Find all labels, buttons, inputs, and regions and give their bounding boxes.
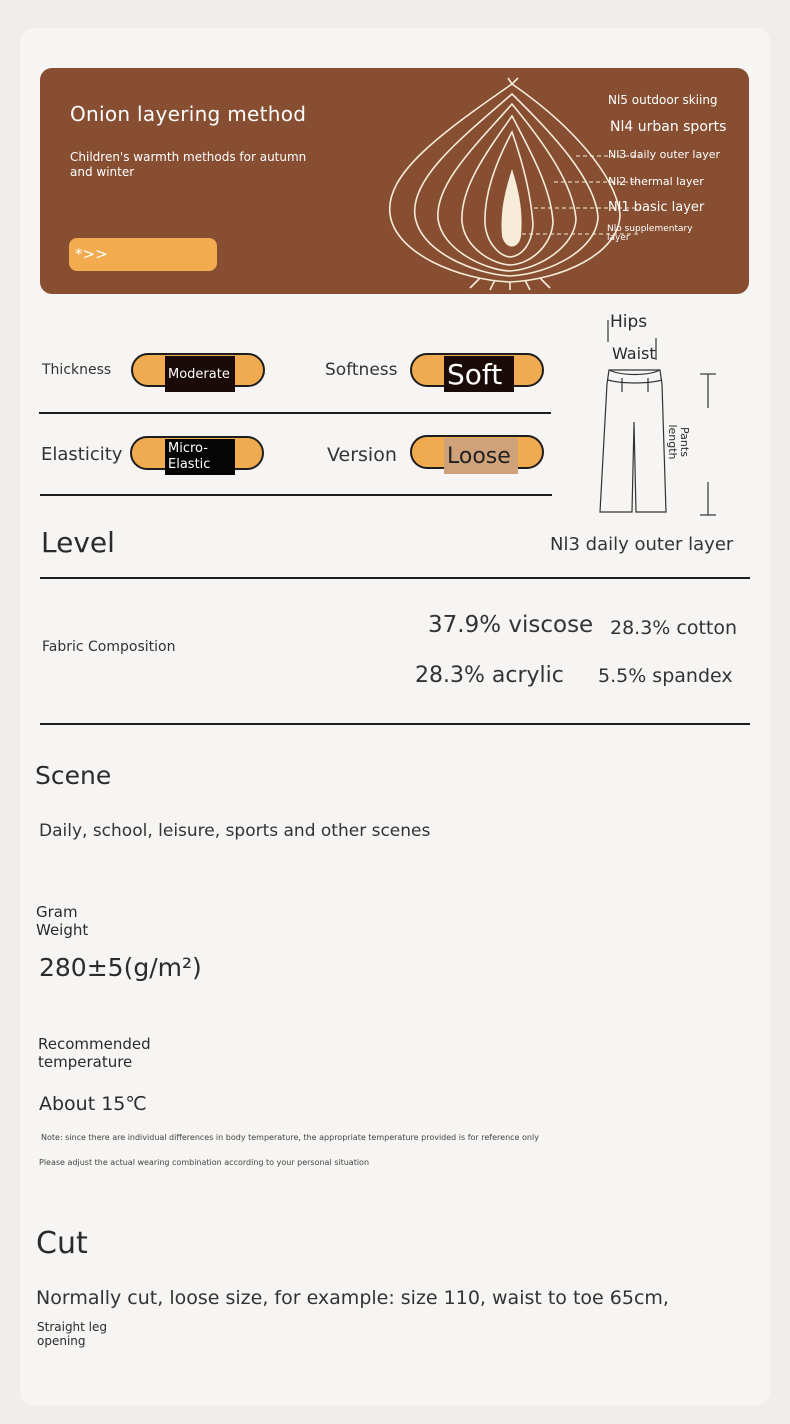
thickness-pill (131, 353, 265, 387)
banner-subtitle: Children's warmth methods for autumn and winter (70, 150, 307, 179)
layer-nl2: Nl2 thermal layer (608, 175, 704, 188)
temperature-value: About 15℃ (39, 1093, 147, 1115)
version-label: Version (327, 444, 397, 466)
pants-icon (592, 312, 742, 522)
fabric-acrylic: 28.3% acrylic (415, 663, 564, 688)
level-title: Level (41, 526, 115, 559)
layer-nl4: Nl4 urban sports (610, 119, 727, 135)
pants-length-label: Pants length (666, 424, 691, 460)
softness-value: Soft (444, 356, 514, 392)
level-value: Nl3 daily outer layer (550, 534, 734, 555)
elasticity-value: Micro- Elastic (165, 439, 235, 475)
softness-label: Softness (325, 360, 398, 380)
temperature-label: Recommended temperature (38, 1035, 151, 1071)
divider (40, 723, 750, 725)
elasticity-pill (130, 436, 264, 470)
thickness-value: Moderate (165, 356, 235, 392)
gram-value: 280±5(g/m²) (39, 953, 202, 982)
hips-label: Hips (610, 312, 648, 332)
divider (39, 412, 551, 414)
waist-label: Waist (612, 344, 656, 363)
version-pill (410, 435, 544, 469)
onion-banner (40, 68, 749, 294)
thickness-label: Thickness (42, 362, 112, 378)
cut-title: Cut (36, 1226, 88, 1261)
fabric-viscose: 37.9% viscose (428, 612, 594, 638)
layer-nl0: Nlo supplementary layer (607, 224, 693, 243)
divider (40, 494, 552, 496)
scene-title: Scene (35, 761, 112, 790)
fabric-spandex: 5.5% spandex (598, 665, 733, 687)
layer-nl1: Nl1 basic layer (608, 200, 705, 215)
onion-illustration (380, 74, 640, 290)
fabric-cotton: 28.3% cotton (610, 617, 738, 639)
cut-text: Normally cut, loose size, for example: size 110, waist to toe 65cm, (36, 1287, 669, 1309)
layer-nl3: Nl3 daily outer layer (608, 148, 721, 161)
adjust-note: Please adjust the actual wearing combination according to your personal situation (39, 1158, 370, 1167)
scene-text: Daily, school, leisure, sports and other scenes (39, 821, 431, 841)
layer-nl5: Nl5 outdoor skiing (608, 93, 718, 107)
temperature-note: Note: since there are individual differences in body temperature, the appropriate temperature provided is for reference only (41, 1133, 539, 1142)
softness-pill (410, 353, 544, 391)
elasticity-label: Elasticity (41, 444, 123, 465)
cut-subtext: Straight leg opening (37, 1320, 108, 1348)
banner-button[interactable]: *>> (69, 238, 217, 271)
banner-title: Onion layering method (70, 102, 307, 126)
gram-label: Gram Weight (36, 903, 89, 939)
version-value: Loose (444, 438, 518, 474)
fabric-label: Fabric Composition (42, 639, 176, 655)
divider (40, 577, 750, 579)
